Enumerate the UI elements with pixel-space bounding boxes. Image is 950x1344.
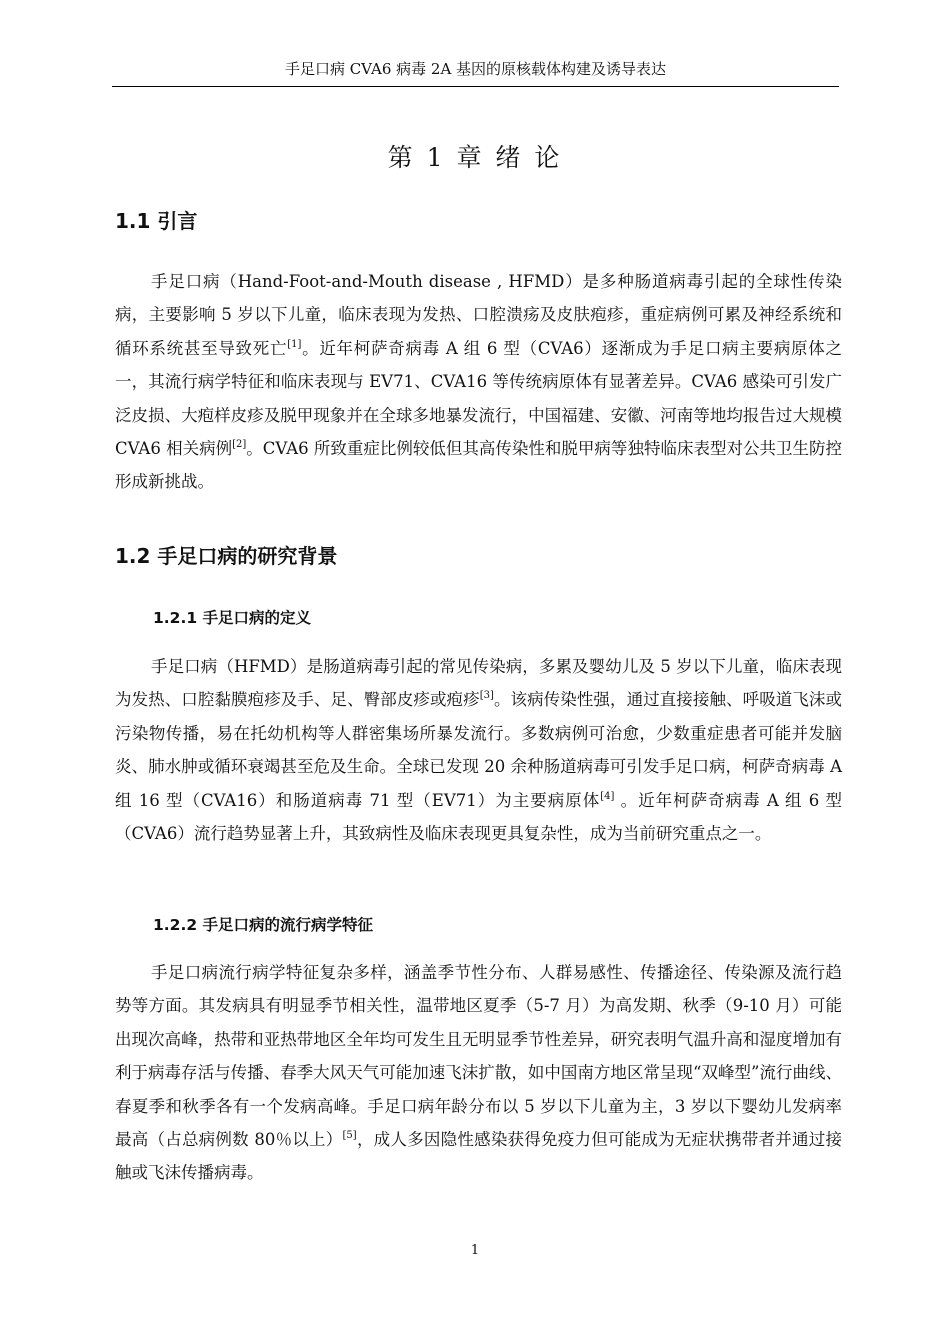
subsection-heading-1-2-1: 1.2.1 手足口病的定义: [153, 609, 312, 627]
citation-ref: [1]: [287, 338, 302, 350]
paragraph-text: 手足口病（Hand-Foot-and-Mouth disease , HFMD）是多种肠道病毒引起的全球性传染病，主要影响 5 岁以下儿童，临床表现为发热、口腔溃疡及皮肤疱疹，重症病例可累及神经系统和循环系统甚至导致死亡: [115, 272, 842, 358]
paragraph-epidemiology: [115, 956, 842, 1190]
paragraph-text: 。近年柯萨奇病毒 A 组 6 型（CVA6）逐渐成为手足口病主要病原体之一，其流行病学特征和临床表现与 EV71、CVA16 等传统病原体有显著差异。CVA6 感染可引发广泛皮损、大疱样皮疹及脱甲现象并在全球多地暴发流行，中国福建、安徽、河南等地均报告过大规模 CVA6 相关病例: [115, 338, 842, 459]
citation-ref: [3]: [479, 690, 494, 702]
paragraph-text: 手足口病流行病学特征复杂多样，涵盖季节性分布、人群易感性、传播途径、传染源及流行趋势等方面。其发病具有明显季节相关性，温带地区夏季（5-7 月）为高发期、秋季（9-10 月）可能出现次高峰，热带和亚热带地区全年均可发生且无明显季节性差异，研究表明气温升高和湿度增加有利于病毒存活与传播、春季大风天气可能加速飞沫扩散，如中国南方地区常呈现“双峰型”流行曲线、春夏季和秋季各有一个发病高峰。手足口病年龄分布以 5 岁以下儿童为主，3 岁以下婴幼儿发病率最高（占总病例数 80％以上）: [115, 963, 842, 1150]
section-heading-1-1: 1.1 引言: [115, 209, 198, 233]
paragraph-text: 。CVA6 所致重症比例较低但其高传染性和脱甲病等独特临床表型对公共卫生防控形成新挑战。: [115, 439, 842, 492]
section-heading-1-2: 1.2 手足口病的研究背景: [115, 544, 338, 568]
citation-ref: [5]: [342, 1130, 357, 1142]
chapter-title: 第 1 章 绪 论: [387, 143, 563, 172]
header-rule: [112, 86, 839, 87]
citation-ref: [2]: [232, 439, 247, 451]
paragraph-text: 。该病传染性强，通过直接接触、呼吸道飞沫或污染物传播，易在托幼机构等人群密集场所暴发流行。多数病例可治愈，少数重症患者可能并发脑炎、肺水肿或循环衰竭甚至危及生命。全球已发现 20 余种肠道病毒可引发手足口病，柯萨奇病毒 A 组 16 型（CVA16）和肠道病毒 71 型（EV71）为主要病原体: [115, 690, 843, 810]
running-header: 手足口病 CVA6 病毒 2A 基因的原核载体构建及诱导表达: [284, 60, 667, 78]
subsection-heading-1-2-2: 1.2.2 手足口病的流行病学特征: [153, 916, 374, 934]
paragraph-text: 。近年柯萨奇病毒 A 组 6 型（CVA6）流行趋势显著上升，其致病性及临床表现更具复杂性，成为当前研究重点之一。: [115, 790, 842, 844]
citation-ref: [4]: [600, 790, 615, 802]
paragraph-definition: [115, 650, 842, 850]
page-number: 1: [470, 1243, 480, 1258]
paragraph-text: 手足口病（HFMD）是肠道病毒引起的常见传染病，多累及婴幼儿及 5 岁以下儿童，临床表现为发热、口腔黏膜疱疹及手、足、臀部皮疹或疱疹: [115, 657, 842, 710]
paragraph-text: ，成人多因隐性感染获得免疫力但可能成为无症状携带者并通过接触或飞沫传播病毒。: [115, 1130, 842, 1183]
paragraph-introduction: [115, 265, 842, 499]
